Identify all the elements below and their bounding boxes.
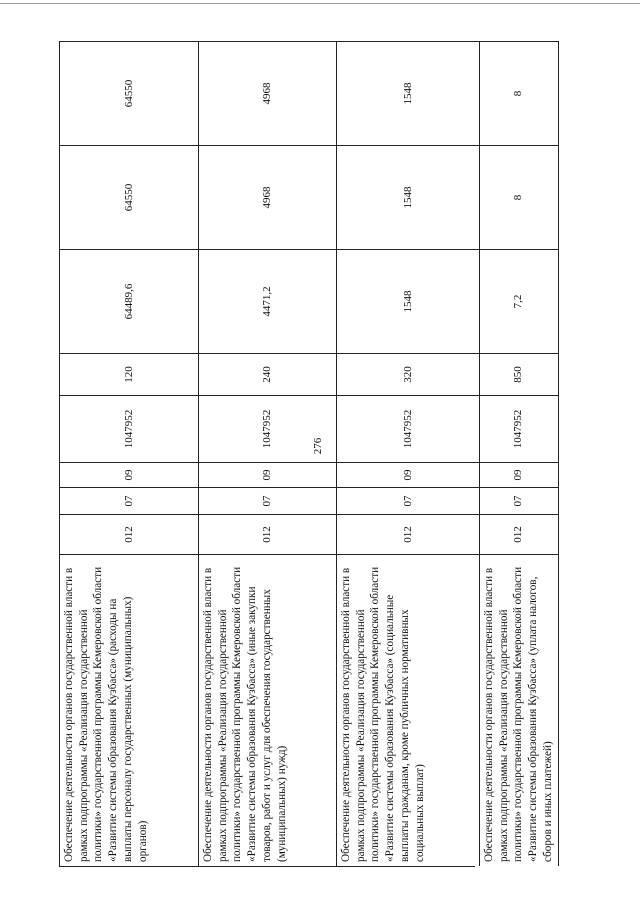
section-code: 07 [480, 487, 558, 514]
row-description: Обеспечение деятельности органов государственной власти в рамках подпрограммы «Реализация государственной политики» государственной программы Кемеровской области «Развитие системы образования Кузбасса» (уплата налогов, сборов и иных платежей) [480, 554, 558, 866]
amount-3: 1548 [337, 41, 479, 145]
row-description: Обеспечение деятельности органов государственной власти в рамках подпрограммы «Реализация государственной политики» государственной программы Кемеровской области «Развитие системы образования Кузбасса» (иные закупки товаров, работ и услуг для обеспечения государственных (муниципальных) нужд) [199, 554, 336, 866]
target-article-code: 1047952 [199, 395, 336, 462]
budget-table [59, 41, 554, 867]
table-row [480, 41, 559, 866]
admin-code: 012 [60, 514, 198, 554]
amount-2: 4968 [199, 145, 336, 249]
table-row [60, 41, 199, 866]
subsection-code: 09 [60, 462, 198, 487]
expense-type-code: 120 [60, 353, 198, 395]
subsection-code: 09 [480, 462, 558, 487]
table-row [337, 41, 480, 866]
amount-2: 64550 [60, 145, 198, 249]
amount-1: 64489,6 [60, 249, 198, 353]
row-description: Обеспечение деятельности органов государственной власти в рамках подпрограммы «Реализация государственной политики» государственной программы Кемеровской области «Развитие системы образования Кузбасса» (расходы на выплаты персоналу государственных (муниципальных) органов) [60, 554, 198, 866]
amount-2: 8 [480, 145, 558, 249]
section-code: 07 [199, 487, 336, 514]
expense-type-code: 320 [337, 353, 479, 395]
target-article-code: 1047952 [480, 395, 558, 462]
target-article-code: 1047952 [337, 395, 479, 462]
section-code: 07 [60, 487, 198, 514]
amount-3: 4968 [199, 41, 336, 145]
amount-1: 1548 [337, 249, 479, 353]
amount-3: 64550 [60, 41, 198, 145]
admin-code: 012 [199, 514, 336, 554]
subsection-code: 09 [337, 462, 479, 487]
amount-3: 8 [480, 41, 558, 145]
table-row [199, 41, 337, 866]
row-description: Обеспечение деятельности органов государственной власти в рамках подпрограммы «Реализация государственной политики» государственной программы Кемеровской области «Развитие системы образования Кузбасса» (социальные выплаты гражданам, кроме публичных нормативных социальных выплат) [337, 554, 479, 866]
amount-1: 7,2 [480, 249, 558, 353]
amount-1: 4471,2 [199, 249, 336, 353]
page-number: 276 [312, 437, 324, 455]
admin-code: 012 [337, 514, 479, 554]
admin-code: 012 [480, 514, 558, 554]
rotated-table-frame [59, 42, 554, 867]
expense-type-code: 240 [199, 353, 336, 395]
target-article-code: 1047952 [60, 395, 198, 462]
section-code: 07 [337, 487, 479, 514]
subsection-code: 09 [199, 462, 336, 487]
expense-type-code: 850 [480, 353, 558, 395]
scan-top-edge [0, 3, 640, 4]
amount-2: 1548 [337, 145, 479, 249]
